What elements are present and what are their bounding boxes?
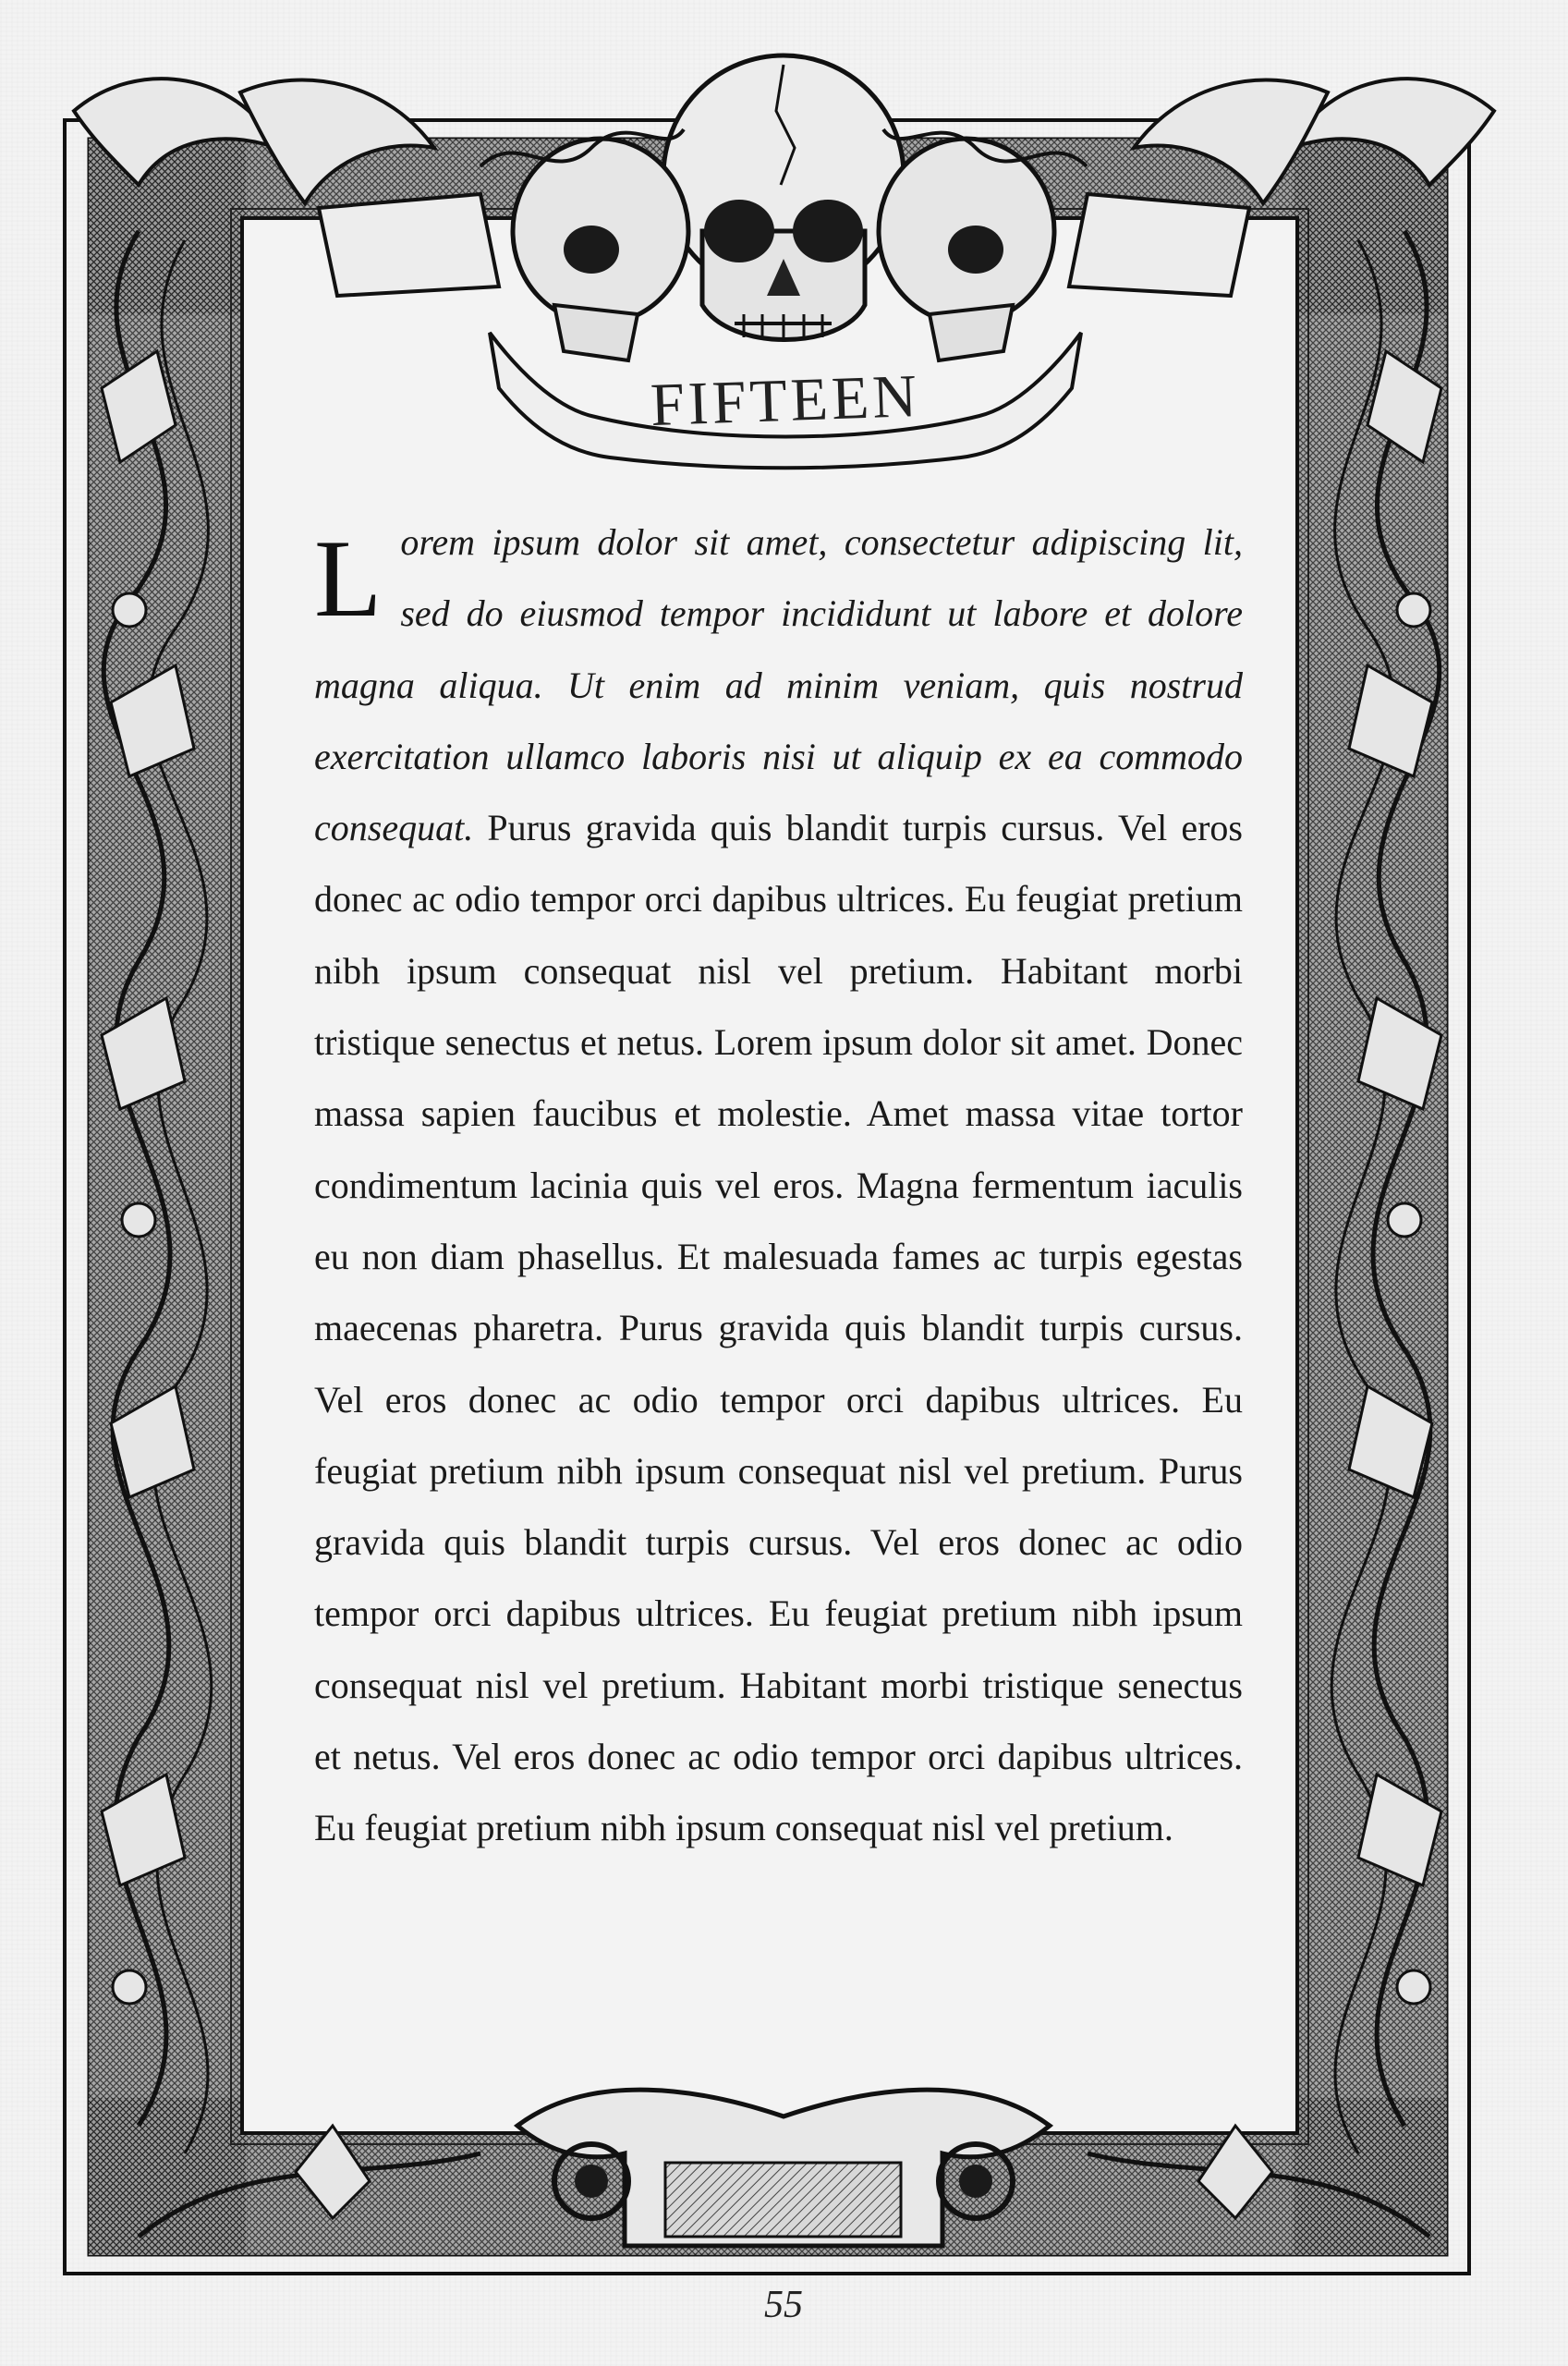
italic-lead-text: orem ipsum dolor sit amet, consectetur adipiscing lit, sed do eiusmod tempor incididunt ut labore et dolore magna aliqua. Ut enim ad minim veniam, quis nostrud exercitation ullamco laboris nisi ut aliquip ex ea commodo consequat.	[314, 521, 1243, 849]
body-paragraph: Purus gravida quis blandit turpis cursus. Vel eros donec ac odio tempor orci dapibus ultrices. Eu feugiat pretium nibh ipsum consequat nisl vel pretium. Habitant morbi tristique senectus et netus. Lorem ipsum dolor sit amet. Donec massa sapien faucibus et molestie. Amet massa vitae tortor condimentum lacinia quis vel eros. Magna fermentum iaculis eu non diam phasellus. Et malesuada fames ac turpis egestas maecenas pharetra. Purus gravida quis blandit turpis cursus. Vel eros donec ac odio tempor orci dapibus ultrices. Eu feugiat pretium nibh ipsum consequat nisl vel pretium. Purus gravida quis blandit turpis cursus. Vel eros donec ac odio tempor orci dapibus ultrices. Eu feugiat pretium nibh ipsum consequat nisl vel pretium. Habitant morbi tristique senectus et netus. Vel eros donec ac odio tempor orci dapibus ultrices. Eu feugiat pretium nibh ipsum consequat nisl vel pretium.	[314, 807, 1243, 1849]
chapter-body-text	[314, 506, 1243, 1864]
skull-cluster	[480, 55, 1087, 360]
page-number: 55	[764, 2284, 803, 2326]
drop-cap: L	[314, 517, 383, 640]
chapter-title: FIFTEEN	[649, 361, 922, 440]
left-border-band	[89, 139, 246, 2255]
